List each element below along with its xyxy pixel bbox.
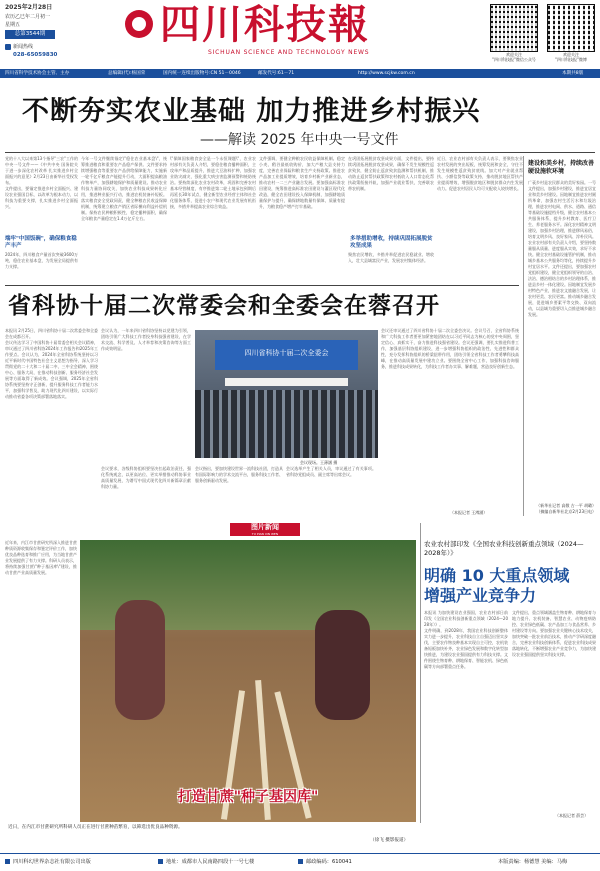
page-count: 本期共8版 — [562, 71, 584, 76]
lead-sub1: 端牢"中国饭碗"，确保粮食稳产丰产 — [5, 236, 77, 249]
story3-divider — [420, 523, 421, 823]
meeting-photo — [195, 330, 378, 458]
newspaper-title-en: SICHUAN SCIENCE AND TECHNOLOGY NEWS — [208, 49, 370, 56]
lead-col-5: 在巩固拓展脱贫攻坚成果方面，文件提出，要持续巩固拓展脱贫攻坚成果，确保不发生规模性返贫致贫，健全防止返贫致贫监测和帮扶机制，推动防止返贫帮扶政策和农村低收入人口常态化帮扶政策衔接并轨，加强产业就业帮扶，完善联农带农机制。 — [348, 156, 434, 191]
footer-bar — [0, 853, 600, 871]
story3-lede: 本报讯 为加快建设农业强国，农业农村部日前印发《全国农业科技创新重点领域（2024—2028年）》。 — [424, 610, 508, 627]
lead-sub2: 多举措助增收，持续巩固拓展脱贫攻坚成果 — [350, 236, 433, 249]
weekday: 星期五 — [5, 22, 21, 28]
right-column-credit: （新华社记者 高敬 古一平 胡璐） — [536, 503, 596, 508]
footer-editor: 本版责编：杨德慧 美编：马梅 — [498, 859, 568, 865]
sugarcane-field-photo — [80, 540, 416, 822]
story2-col-2: 会议认为，一年来四川省科协坚持以党建为引领，团结引领广大科技工作者投身科技强省建设，在学术交流、科学普及、人才举荐和决策咨询等方面工作成效明显。 — [101, 328, 191, 351]
story2-col-4: 会议指出，要加快建设世界一流科技社团，打造具有国际影响力的学术交流平台，服务科技工作者、服务创新驱动发展。 — [195, 466, 283, 483]
newspaper-title: 四川科技報 — [160, 1, 370, 48]
issue-badge: 总第3544期 — [5, 30, 55, 39]
footer-postcode: 邮政编码：610041 — [306, 859, 352, 865]
hotline-number: 028-65059830 — [13, 52, 58, 58]
photo-news-tag-en: TU PIAN XIN WEN — [251, 532, 279, 536]
story3-headline-1: 明确 10 大重点领域 — [424, 566, 570, 585]
lead-col-1 — [5, 156, 78, 234]
footer-square-icon-1 — [5, 859, 10, 864]
wechat-caption-line1: 欢迎关注 — [506, 52, 522, 57]
right-column-body: 广袤乡村是农民群众的美好家园。一号文件提出，加强乡村建设，推进宜居宜业和美乡村建设。因地制宜推进农村厕所革命，加强农村生活污水和垃圾治理，推进农村电网、供水、道路、通信等基础设施提档升级，健全农村基本公共服务体系，提升乡村教育、医疗卫生、养老服务水平。深化农村精神文明建设，加强乡村治理，推进移风易俗，培育文明乡风、良好家风、淳朴民风。农业农村部有关负责人介绍，要坚持数量服从质量、进度服从实效，求好不求快。健全农村基础设施管护机制，推动城乡基本公共服务均等化，持续提升乡村宜居水平。文件还提出，要加强农村党组织建设，健全党组织领导的自治、法治、德治相结合的乡村治理体系，推进县乡村一体化建设。因地制宜发展乡村特色产业，推进农文旅融合发展，让农村更美、农民更富。推动城乡融合发展，促进城乡要素平等交换、双向流动，以县域为重要切入点推进城乡融合发展。 — [528, 180, 596, 317]
story2-col-3: 会议要求，各级科协组织要坚决扛起政治责任，强化系统观念，以更高站位、更实举措推动科协事业高质量发展，为谱写中国式现代化四川新篇章贡献科协力量。 — [101, 466, 191, 489]
weibo-caption-line2: "四川科技报"微博 — [555, 57, 587, 62]
lead-rule — [5, 152, 595, 153]
lead-subhead: ——解读 2025 年中央一号文件 — [200, 132, 399, 148]
story2-lede: 本报讯 2月25日，四川省科协十届二次常委会和全委会在成都召开。 — [5, 328, 98, 339]
story2-rule — [5, 285, 519, 286]
weibo-qr-caption — [545, 52, 597, 62]
footer-square-icon-2 — [158, 859, 163, 864]
story2-credit: （本报记者 王溥涵） — [450, 510, 488, 515]
lunar-date: 农历乙巳年二月初一 — [5, 14, 51, 20]
phone-icon — [5, 44, 11, 50]
photo-news-tag-text: 图片新闻 — [251, 523, 279, 531]
date-line: 2025年2月28日 — [5, 4, 53, 11]
lead-col-4: 文件强调，要健全种粮农民收益保障机制。稳定小麦、稻谷最低收购价，加大产粮大县支持力度，完善农业保险和粮食生产支持政策。推进农产品加工业提质增效，培育乡村新产业新业态，推动农村一二三产业融合发展。要加强高标准农田建设，统筹推进高标准农田建设与灌区现代化改造，健全农田建设投入保障机制，加强耕地质量保护与提升，确保耕地数量有保障、质量有提升，为粮食稳产增产打牢基础。 — [259, 156, 345, 209]
right-column-credit2: （摘编自新华社北京2月23日电） — [536, 509, 596, 514]
footer-address: 地址：成都市人民南路四段十一号七楼 — [166, 859, 255, 865]
story2-headline: 省科协十届二次常委会和全委会在蓉召开 — [8, 293, 440, 319]
lead-col-6: 近日，农业农村部有关负责人表示，要聚焦农业农村发展的突出短板，统筹发展和安全，守住不发生规模性返贫致贫底线。加大对产业就业帮扶、小额信贷等政策支持，推动脱贫地区帮扶产业提质增效，增强脱贫地区和脱贫群众内生发展动力。促进农村居民人均可支配收入较快增长。 — [437, 156, 523, 191]
story3-col-1: 本报讯 为加快建设农业强国，农业农村部日前印发《全国农业科技创新重点领域（2024—2028年）》。 文件明确，到2028年，我国农业科技创新整体实力进一步提升，农业科技自立自强迈出坚实步伐，主要农作物良种基本实现自主可控，农机装备短板加快补齐，农业绿色发展和数字化转型加快推进，为建设农业强国提供有力科技支撑。文件围绕生物育种、耕地保育、智能农机、绿色低碳等方向部署重点任务。 — [424, 610, 508, 669]
newspaper-logo-emblem — [125, 10, 153, 38]
lead-col-2: 今年一号文件继续锚定\"稳住农业基本盘\"，统筹推进粮食和重要农产品稳产保供。文件要求持续增强粮食等重要农产品供给保障能力，实施新一轮千亿斤粮食产能提升行动，大面积提高粮油作物单产，加强耕地保护和质量建设。推动农业科技力量协同攻关，加快农业科技成果转化应用，推进种业振兴行动，推进农机装备补短板。落实粮食安全党政同责，健全种粮农民收益保障机制，统筹建立粮食产销区省际横向利益补偿机制。保持农民种粮积极性，稳定播种面积，确保全年粮食产量稳定在1.4万亿斤左右。 — [81, 156, 167, 221]
photo-news-tag — [230, 523, 300, 536]
cn-number: 国内统一连续出版物号:CN 51－0046 — [163, 71, 241, 76]
story3-credit: （本报记者 薛芸） — [555, 813, 589, 818]
photo-news-credit: （徐飞 摄影报道） — [370, 838, 409, 843]
photo-news-caption: 近日，在内江市甘蔗研究所科研人员正在进行甘蔗种苗繁育，以筛选出优良品种资源。 — [8, 825, 183, 830]
postal-code: 邮发代号:61－71 — [258, 71, 295, 76]
lead-col-5b: 聚焦农民增收，多措并举促进农民稳就业、增收入，壮大县域富民产业，发展农村集体经济。 — [348, 252, 434, 263]
story3-headline-2: 增强产业竞争力 — [424, 586, 537, 605]
hotline-label: 新闻热线 — [13, 44, 34, 50]
footer-square-icon-3 — [298, 859, 303, 864]
footer-publisher: 四川科幻世界杂志社有限公司出版 — [13, 859, 91, 865]
wechat-qr-code — [490, 4, 538, 52]
right-column-divider — [523, 156, 524, 516]
right-column-title: 建设和美乡村，持续改善硬设施软环境 — [528, 160, 595, 175]
story2-col-5: 会议选举产生了相关人员，审议通过了有关事项。省科协党组成员、副主席等出席会议。 — [286, 466, 376, 477]
weibo-qr-code — [547, 4, 595, 52]
info-bar — [0, 69, 600, 78]
chief-editor: 总编辑(代):杨国荣 — [108, 71, 146, 76]
story3-col-2: 文件提出，重点领域涵盖生物育种、耕地保育与地力提升、农机装备、智慧农业、动物疫病防控、农业绿色低碳、农产品加工与食品营养、乡村建设等方向。要加强农业关键核心技术攻关，加快突破一批农业前沿技术，推动产学研深度融合，完善农业科技创新体系，促进农业科技成果落地转化，不断增强农业产业竞争力，为加快建设农业强国提供坚实科技支撑。 — [512, 610, 596, 657]
left-column-lower: 近年来，内江市甘蔗研究所深入推进甘蔗种质资源收集保存和鉴定评价工作，加快优良品种选育和推广应用，为当地甘蔗产业发展提供了有力支撑。科研人员表示，将持续加强甘蔗\"种子基因库\"建设，推动甘蔗产业高质量发展。 — [5, 540, 77, 575]
website: http://www.scjkw.com.cn — [358, 71, 415, 76]
lead-opening: 党的十八大以来第13个指导"三农"工作的中央一号文件——《中共中央 国务院关于进一步深化农村改革 扎实推进乡村全面振兴的意见》2月23日由新华社受权发布。 — [5, 156, 78, 185]
lead-col-1b: 2024年，四川粮食产量首次突破3600万吨，稳住农业基本盘，为发展全局提供有力支撑。 — [5, 252, 78, 269]
meeting-photo-caption: 会议现场。王薄涵 摄 — [300, 460, 338, 465]
lead-headline: 不断夯实农业基础 加力推进乡村振兴 — [22, 96, 481, 127]
story2-col-1: 本报讯 2月25日，四川省科协十届二次常委会和全委会在成都召开。 会议传达学习了中国科协十届常委会相关会议精神，审议通过了四川省科协2024年工作报告和2025年工作要点。会议认为，2024年全省科协系统坚持以习近平新时代中国特色社会主义思想为指导，深入学习贯彻党的二十大和二十届二中、三中全会精神，围绕中心、服务大局，在推动科技创新、服务经济社会发展等方面取得了新成效。会议强调，2025年全省科协系统要坚持守正创新，提升服务科技工作者能力水平，加强科学普及，助力现代化四川建设，以实际行动推动省委各项决策部署落地落实。 — [5, 328, 98, 399]
wechat-caption-line2: "四川科技报"微信公众号 — [492, 57, 536, 62]
masthead — [0, 0, 600, 78]
wechat-qr-caption — [488, 52, 540, 62]
weibo-caption-line1: 欢迎关注 — [563, 52, 579, 57]
meeting-banner-text: 四川省科协十届二次全委会 — [244, 349, 329, 357]
story3-kicker: 农业农村部印发《全国农业科技创新重点领域（2024—2028年）》 — [424, 540, 584, 557]
lead-col-3: \"保障国家粮食安全是一个永恒课题\"，农业农村部有关负责人介绍，要稳住粮食播种面积，主攻单产和品质提升，推进大豆油料扩种，加强农业防灾减灾，强化重大病虫害监测预警和统防统治。要持续深化农业农村改革，巩固和完善农村基本经营制度，有序推进第二轮土地承包到期后再延长30年试点，健全新型农业经营主体和社会化服务体系，促进小农户和现代农业发展有机衔接，多措并举提高农业综合效益。 — [170, 156, 256, 209]
organizer: 四川省科学技术协会主管、主办 — [5, 71, 70, 76]
lead-col1-filler: 文件提出，要锚定推进乡村全面振兴、建设农业强国目标，以改革为根本动力，以科技为重要支撑，扎实推进乡村全面振兴。 — [5, 186, 78, 209]
photo-overlay-caption: 打造甘蔗"种子基因库" — [177, 789, 319, 805]
story2-col-6: 会议还审议通过了四川省科协十届二次全委会决议。会议号召，全省科协系统和广大科技工作者要更加紧密地团结在以习近平同志为核心的党中央周围，坚定信心、真抓实干，奋力推进科技强省建设。会议还强调，要扎实推进科普工作，加强基层科协组织建设，进一步增强科协组织的政治性、先进性和群众性，充分发挥科协组织的桥梁纽带作用，团结引领全省科技工作者勇攀科技高峰，在推动高质量发展中建功立业。要围绕全省中心工作，加强科技咨询服务，推进科技成果转化，为科技工作者办实事、解难题，营造良好创新生态。 — [381, 328, 519, 369]
